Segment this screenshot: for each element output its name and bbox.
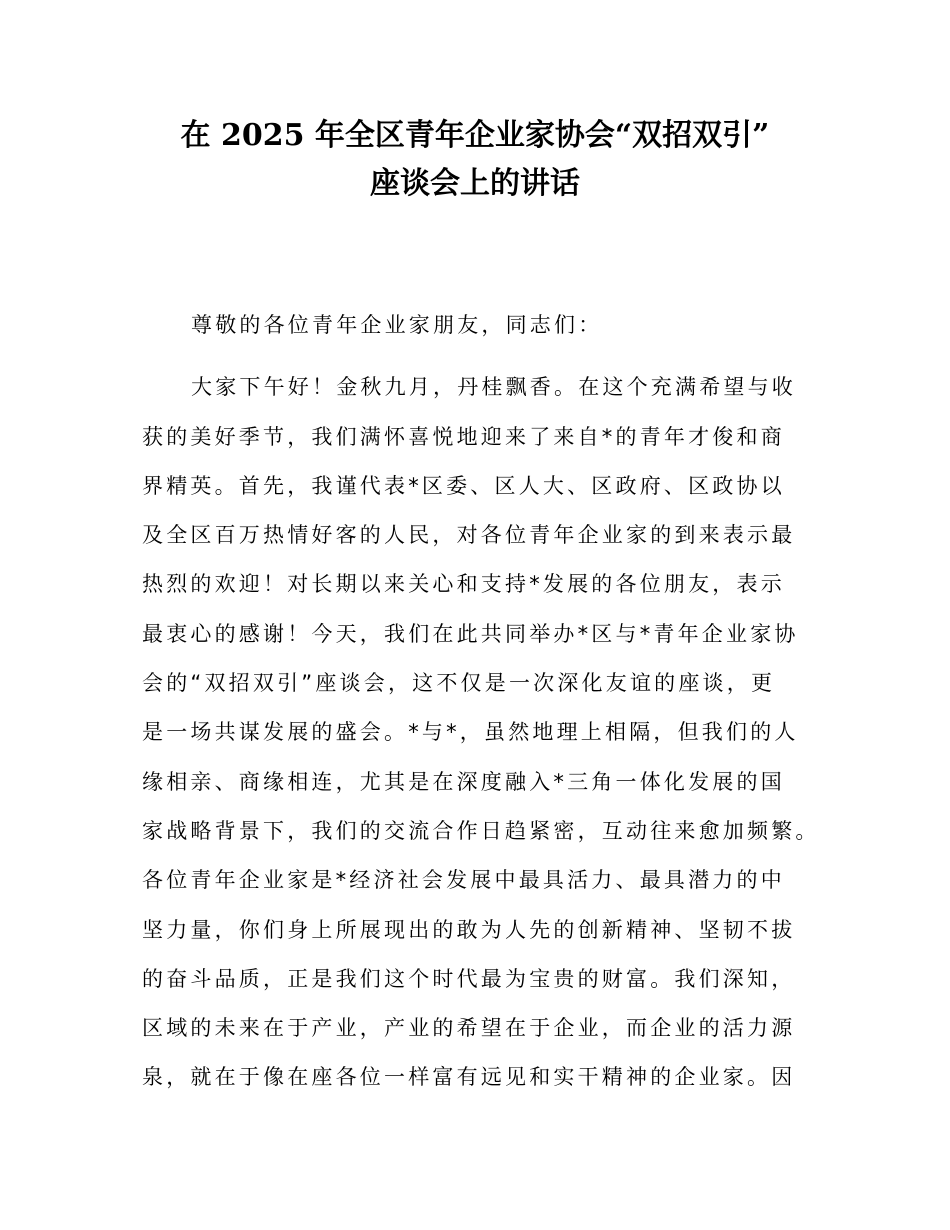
paragraph-line: 坚力量，你们身上所展现出的敢为人先的创新精神、坚韧不拔	[142, 917, 796, 942]
paragraph-line: 热烈的欢迎！对长期以来关心和支持*发展的各位朋友，表示	[142, 572, 785, 597]
paragraph-line: 是一场共谋发展的盛会。*与*，虽然地理上相隔，但我们的人	[142, 720, 799, 745]
paragraph-line: 区域的未来在于产业，产业的希望在于企业，而企业的活力源	[142, 1016, 796, 1041]
document-title	[0, 112, 950, 208]
paragraph-1	[142, 368, 832, 1107]
paragraph-line: 大家下午好！金秋九月，丹桂飘香。在这个充满希望与收	[191, 375, 796, 400]
paragraph-line: 缘相亲、商缘相连，尤其是在深度融入*三角一体化发展的国	[142, 769, 785, 794]
paragraph-line: 家战略背景下，我们的交流合作日趋紧密，互动往来愈加频繁。	[142, 818, 820, 843]
paragraph-line: 各位青年企业家是*经济社会发展中最具活力、最具潜力的中	[142, 868, 785, 893]
paragraph-line: 会的“双招双引”座谈会，这不仅是一次深化友谊的座谈，更	[142, 671, 776, 696]
paragraph-line: 获的美好季节，我们满怀喜悦地迎来了来自*的青年才俊和商	[142, 424, 785, 449]
document-body	[142, 306, 832, 1108]
paragraph-line: 及全区百万热情好客的人民，对各位青年企业家的到来表示最	[142, 523, 796, 548]
paragraph-line: 界精英。首先，我谨代表*区委、区人大、区政府、区政协以	[142, 473, 785, 498]
paragraph-line: 的奋斗品质，正是我们这个时代最为宝贵的财富。我们深知，	[142, 966, 796, 991]
paragraph-line: 泉，就在于像在座各位一样富有远见和实干精神的企业家。因	[142, 1065, 796, 1090]
title-line-1: 在 2025 年全区青年企业家协会“双招双引”	[180, 118, 770, 153]
title-line-2: 座谈会上的讲话	[370, 166, 580, 201]
paragraph-line: 最衷心的感谢！今天，我们在此共同举办*区与*青年企业家协	[142, 621, 799, 646]
salutation: 尊敬的各位青年企业家朋友，同志们：	[191, 313, 603, 337]
